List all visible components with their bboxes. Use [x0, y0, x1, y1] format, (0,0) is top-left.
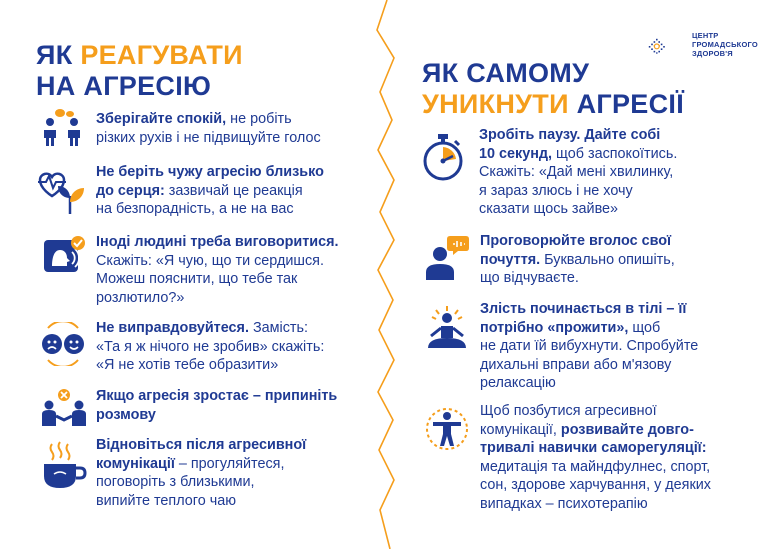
zigzag-divider: [372, 0, 402, 549]
conflict-people-icon: [40, 388, 88, 428]
logo-text: ЦЕНТР ГРОМАДСЬКОГО ЗДОРОВ'Я: [692, 31, 758, 58]
public-health-center-logo-icon: [648, 26, 692, 66]
heart-pulse-leaf-icon: [36, 168, 88, 216]
sad-happy-faces-icon: [38, 322, 88, 366]
right-title-line2: АГРЕСІЇ: [576, 89, 684, 119]
meditating-person-icon: [424, 304, 470, 354]
right-title-accent: УНИКНУТИ: [422, 89, 569, 119]
item-bold: Зберігайте спокій,: [96, 111, 227, 127]
right-title: [422, 58, 684, 120]
left-title-line2: НА АГРЕСІЮ: [36, 71, 212, 101]
right-title-line1: ЯК САМОМУ: [422, 58, 590, 88]
left-title: [36, 40, 243, 102]
left-title-accent: РЕАГУВАТИ: [80, 40, 243, 70]
speaking-head-check-icon: [42, 236, 88, 276]
stopwatch-icon: [420, 132, 466, 182]
infographic-page: ЯК РЕАГУВАТИ НА АГРЕСІЮ ЯК САМОМУ УНИКНУТИ АГРЕСІЇ ЦЕНТР ГРОМАДСЬКОГО ЗДОРОВ'Я Зберігайте спокій, не робіть різких рухів і не підвищуйте голос Не беріть чужу агресію близько до серця: зазвичай це реакція на безпорадність, а не на вас Іноді людині треба виговоритися. Скажіть: «Я чую, що ти сердишся. Можеш пояснити, що тебе так розлютило?» Не виправдовуйтеся. Замість: «Та я ж нічого не зробив» скажіть: «Я не хотів тебе образити» Якщо агресія зростає – припиніть розмову Відновіться після агресивної комунікації – прогуляйтеся, поговоріть з близькими, випийте теплого чаю Зробіть паузу. Дайте собі 10 секунд, щоб заспокоїтись. Скажіть: «Дай мені хвилинку, я зараз злюсь і не хочу сказати щось зайве» Проговорюйте вголос свої почуття. Буквально опишіть, що відчуваєте. Злість починається в тілі – її потрібно «прожити», щоб не дати їй вибухнути. Спробуйте дихальні вправи або м'язову релаксацію Щоб позбутися агресивної комунікації, розвивайте довго- тривалі навички саморегуляції: медитація та майндфулнес, спорт, сон, здорове харчування, у деяких випадках – психотерапію: [0, 0, 777, 549]
two-people-talking-icon: [40, 108, 86, 148]
hot-cup-icon: [40, 440, 88, 490]
person-speech-icon: [424, 234, 470, 282]
person-in-circle-icon: [424, 406, 470, 452]
left-title-word: ЯК: [36, 40, 73, 70]
